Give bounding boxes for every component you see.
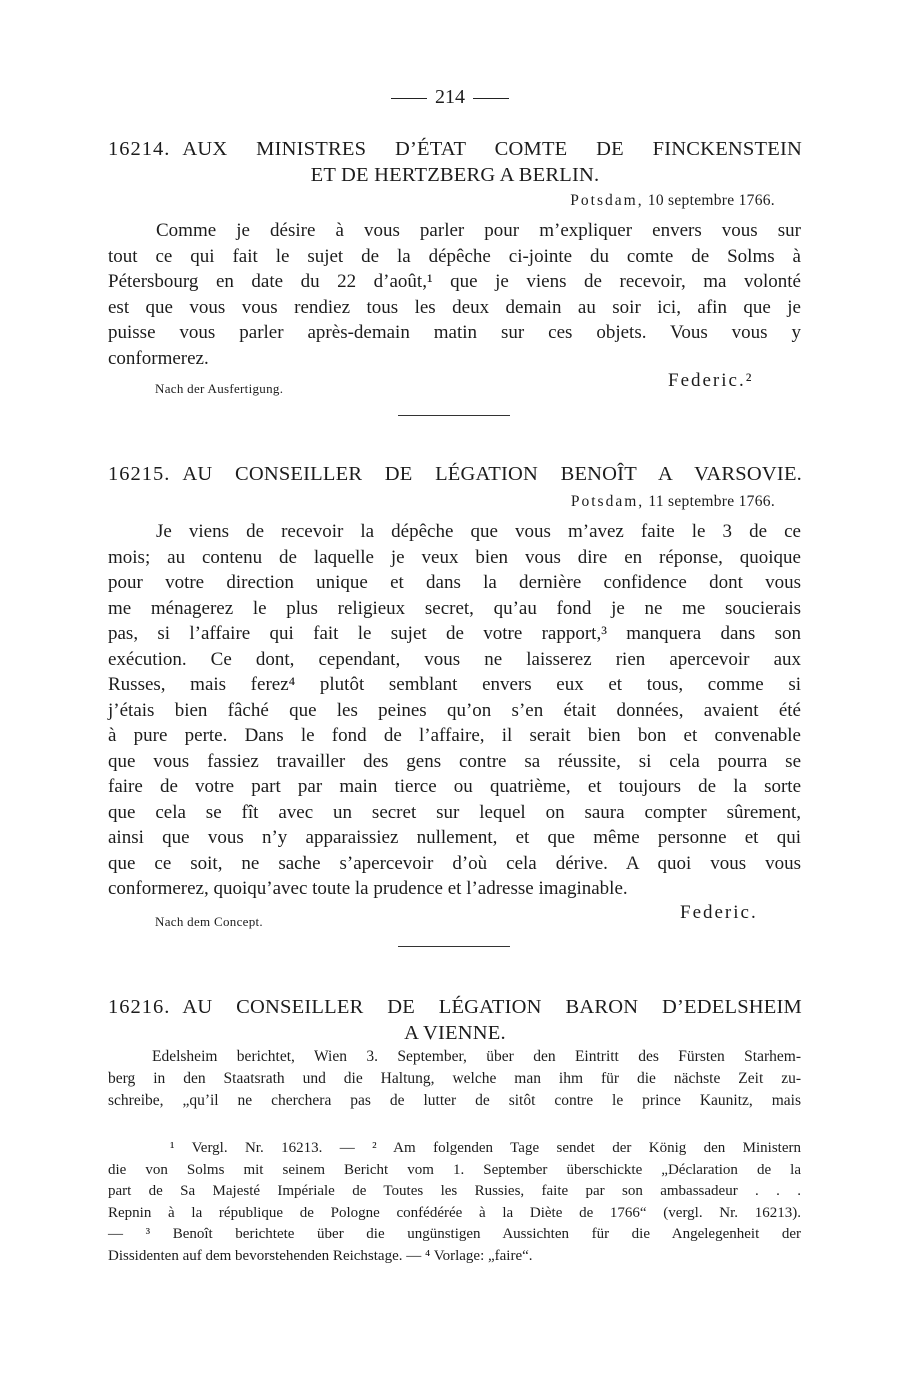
doc2-signature: Federic. xyxy=(680,902,758,923)
footnote-line: die von Solms mit seinem Bericht vom 1. September überschickte „Déclaration de la xyxy=(108,1161,801,1178)
doc2-date-place: Potsdam, xyxy=(570,493,645,510)
doc2-heading xyxy=(108,461,802,487)
footnotes xyxy=(108,1138,801,1267)
doc1-line: est que vous vous rendiez tous les deux demain au soir ici, afin que je xyxy=(108,296,801,318)
doc3-heading-line1: AU CONSEILLER DE LÉGATION BARON D’EDELSHEIM xyxy=(182,996,802,1018)
doc2-date-rest: 11 septembre 1766. xyxy=(648,493,775,510)
doc2-line: faire de votre part par main tierce ou quatrième, et toujours de la sorte xyxy=(108,776,801,797)
doc1-body xyxy=(108,218,801,371)
footnote-line: Dissidenten auf dem bevorstehenden Reichstage. — ⁴ Vorlage: „faire“. xyxy=(108,1247,533,1264)
doc2-heading-text: AU CONSEILLER DE LÉGATION BENOÎT A VARSOVIE. xyxy=(182,463,802,485)
doc2-line: Russes, mais ferez⁴ plutôt semblant envers eux et tous, comme si xyxy=(108,674,801,695)
doc2-body xyxy=(108,519,801,902)
doc2-line: Je viens de recevoir la dépêche que vous m’avez faite le 3 de ce xyxy=(156,521,801,542)
doc3-line: schreibe, „qu’il ne cherchera pas de lutter de sitôt contre le prince Kaunitz, mais xyxy=(108,1092,801,1109)
footnote-line: — ³ Benoît berichtete über die ungünstigen Aussichten für die Angelegenheit der xyxy=(108,1226,801,1242)
doc2-date xyxy=(571,493,775,511)
doc3-line: Edelsheim berichtet, Wien 3. September, über den Eintritt des Fürsten Starhem- xyxy=(152,1048,801,1065)
footnote-line: Repnin à la république de Pologne confédérée à la Diète de 1766“ (vergl. Nr. 16213). xyxy=(108,1204,801,1221)
footnote-line: part de Sa Majesté Impériale de Toutes les Russies, faite par son ambassadeur . . . xyxy=(108,1183,801,1199)
doc1-date-rest: 10 septembre 1766. xyxy=(647,192,775,209)
doc2-line: que vous fassiez travailler des gens contre sa réussite, si cela pourra se xyxy=(108,750,801,772)
doc1-heading-line1: AUX MINISTRES D’ÉTAT COMTE DE FINCKENSTEIN xyxy=(182,138,802,160)
doc1-line: tout ce qui fait le sujet de la dépêche ci-jointe du comte de Solms à xyxy=(108,245,801,267)
doc2-line: à pure perte. Dans le fond de l’affaire, il serait bien bon et convenable xyxy=(108,725,801,746)
doc2-line: que ce soit, ne sache s’apercevoir d’où cela dérive. A quoi vous vous xyxy=(108,852,801,874)
doc2-line: me ménagerez le plus religieux secret, qu’au fond je ne me soucierais xyxy=(108,597,801,619)
doc2-line: pour votre direction unique et dans la dernière confidence dont vous xyxy=(108,572,801,593)
doc1-date-place: Potsdam, xyxy=(570,192,644,209)
doc3-heading-line2: A VIENNE. xyxy=(404,1022,506,1044)
doc3-heading xyxy=(108,994,802,1046)
doc1-line: Comme je désire à vous parler pour m’expliquer envers vous sur xyxy=(156,220,801,241)
doc1-line: puisse vous parler après-demain matin sur ces objets. Vous vous y xyxy=(108,322,801,343)
doc3-regest xyxy=(108,1046,801,1112)
doc1-signature: Federic.² xyxy=(668,370,754,391)
page-number-text: 214 xyxy=(435,86,465,108)
separator-rule xyxy=(398,415,510,416)
doc1-source: Nach der Ausfertigung. xyxy=(155,381,284,396)
doc3-number: 16216. xyxy=(108,996,171,1018)
doc1-heading xyxy=(108,136,802,188)
dash-right xyxy=(473,98,509,99)
doc2-line: que cela se fît avec un secret sur lequel on saura compter sûrement, xyxy=(108,801,801,823)
doc2-line: ainsi que vous n’y apparaissiez nullement, et que même personne et qui xyxy=(108,827,801,848)
doc2-line: j’étais bien fâché que les peines qu’on s’en était données, avaient été xyxy=(108,699,801,721)
doc1-heading-line2: ET DE HERTZBERG A BERLIN. xyxy=(310,164,600,186)
doc1-date xyxy=(570,192,775,210)
footnote-line: ¹ Vergl. Nr. 16213. — ² Am folgenden Tage sendet der König den Ministern xyxy=(170,1140,801,1156)
doc3-line: berg in den Staatsrath und die Haltung, welche man ihm für die nächste Zeit zu- xyxy=(108,1070,801,1087)
doc2-line: mois; au contenu de laquelle je veux bien vous dire en réponse, quoique xyxy=(108,546,801,568)
doc2-number: 16215. xyxy=(108,463,171,485)
doc1-line: conformerez. xyxy=(108,347,209,369)
dash-left xyxy=(391,98,427,99)
doc2-source: Nach dem Concept. xyxy=(155,914,263,929)
doc2-line: exécution. Ce dont, cependant, vous ne laisserez rien apercevoir aux xyxy=(108,648,801,670)
doc1-number: 16214. xyxy=(108,138,171,160)
doc2-line: pas, si l’affaire qui fait le sujet de votre rapport,³ manquera dans son xyxy=(108,623,801,644)
doc1-line: Pétersbourg en date du 22 d’août,¹ que je viens de recevoir, ma volonté xyxy=(108,271,801,292)
page-number xyxy=(0,86,900,109)
doc2-line: conformerez, quoiqu’avec toute la prudence et l’adresse imaginable. xyxy=(108,878,628,899)
separator-rule xyxy=(398,946,510,947)
